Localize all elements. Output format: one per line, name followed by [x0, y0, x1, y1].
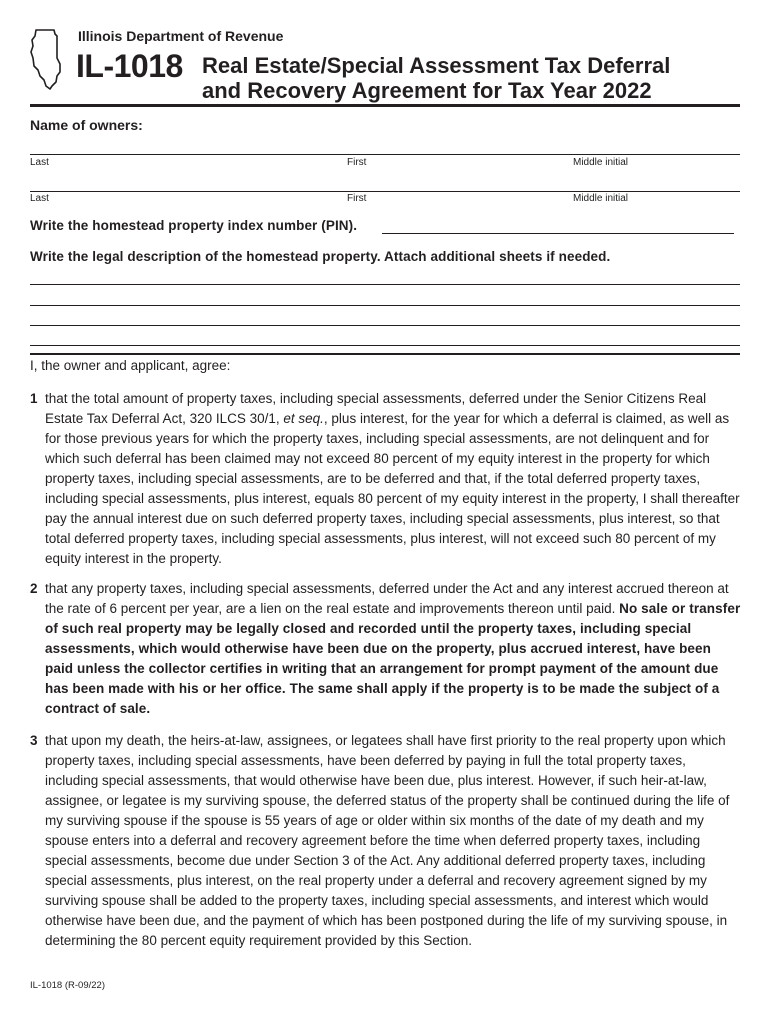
item-3-text: that upon my death, the heirs-at-law, assignees, or legatees shall have first priority to the real property upon which property taxes, including special assessments, have been deferred by paying in full the total property taxes, including special assessments, that would otherwise have been due, plus interest. However, if such heir-at-law, assignee, or legatee is my surviving spouse, the deferred status of the property shall be continued during the life of my surviving spouse if the spouse is 55 years of age or older within six months of the date of my death and my spouse enters into a deferral and recovery agreement before the time when deferred property taxes, including special assessments, become due under Section 3 of the Act. Any additional deferred property taxes, including special assessments, plus interest, on the real property under a deferral and recovery agreement signed by my surviving spouse shall be added to the property taxes, including special assessments, and interest which would otherwise have been due, and the payment of which has been postponed during the life of my surviving spouse, in determining the 80 percent equity requirement provided by this Section. [45, 733, 730, 948]
legal-description-line-4[interactable] [30, 345, 740, 346]
form-revision: IL-1018 (R-09/22) [30, 980, 105, 991]
form-title-line2: and Recovery Agreement for Tax Year 2022 [202, 78, 652, 103]
section-divider [30, 353, 740, 355]
header-divider [30, 104, 740, 107]
item-1-number: 1 [30, 391, 38, 406]
owner1-first-label: First [347, 157, 367, 168]
item-1-text-em: et seq. [283, 411, 324, 426]
agreement-item-1 [30, 389, 742, 569]
legal-description-line-1[interactable] [30, 284, 740, 285]
item-1-text-b: , plus interest, for the year for which a deferral is claimed, as well as for those previous years for which the property taxes, including special assessments, are not delinquent and for which such deferral has been claimed may not exceed 80 percent of my equity interest in the property for which property taxes, including special assessments, are to be deferred and that, if the total deferred property taxes, including special assessments, plus interest, equals 80 percent of my equity interest in the property, I shall thereafter pay the annual interest due on such deferred property taxes, including special assessments, plus interest, so that total deferred property taxes, including special assessments, plus interest, will not exceed such 80 percent of my equity interest in the property. [45, 411, 740, 566]
item-1-text-a: that the total amount of property taxes, including special assessments, deferred under the Senior Citizens Real Estate Tax Deferral Act, 320 ILCS 30/1, [45, 391, 707, 426]
agreement-item-3 [30, 731, 742, 951]
owner1-name-field[interactable] [30, 154, 740, 155]
pin-label: Write the homestead property index number (PIN). [30, 218, 358, 233]
agency-name: Illinois Department of Revenue [78, 28, 284, 44]
agreement-item-2 [30, 579, 742, 719]
item-3-number: 3 [30, 733, 38, 748]
item-2-text-bold: No sale or transfer of such real property may be legally closed and recorded until the property taxes, including special assessments, which would otherwise have been due on the property, plus accrued interest, have been paid unless the collector certifies in writing that an arrangement for prompt payment of the amount due has been made with his or her office. The same shall apply if the property is to be made the subject of a contract of sale. [45, 601, 741, 716]
item-2-number: 2 [30, 581, 38, 596]
form-number: IL-1018 [76, 48, 183, 84]
form-title-line1: Real Estate/Special Assessment Tax Deferral [202, 53, 671, 78]
owner2-middle-label: Middle initial [573, 193, 629, 204]
legal-description-line-3[interactable] [30, 325, 740, 326]
owner1-middle-label: Middle initial [573, 157, 629, 168]
legal-description-label: Write the legal description of the homestead property. Attach additional sheets if needed. [30, 249, 611, 264]
pin-field[interactable] [382, 233, 734, 234]
owners-label: Name of owners: [30, 117, 143, 133]
agreement-intro: I, the owner and applicant, agree: [30, 358, 231, 373]
owner1-last-label: Last [30, 157, 49, 168]
owner2-first-label: First [347, 193, 367, 204]
owner2-name-field[interactable] [30, 191, 740, 192]
form-title [202, 53, 670, 103]
legal-description-line-2[interactable] [30, 305, 740, 306]
item-2-text-a: that any property taxes, including special assessments, deferred under the Act and any interest accrued thereon at the rate of 6 percent per year, are a lien on the real estate and improvements thereon until paid. [45, 581, 729, 616]
illinois-state-icon [30, 28, 66, 90]
owner2-last-label: Last [30, 193, 49, 204]
